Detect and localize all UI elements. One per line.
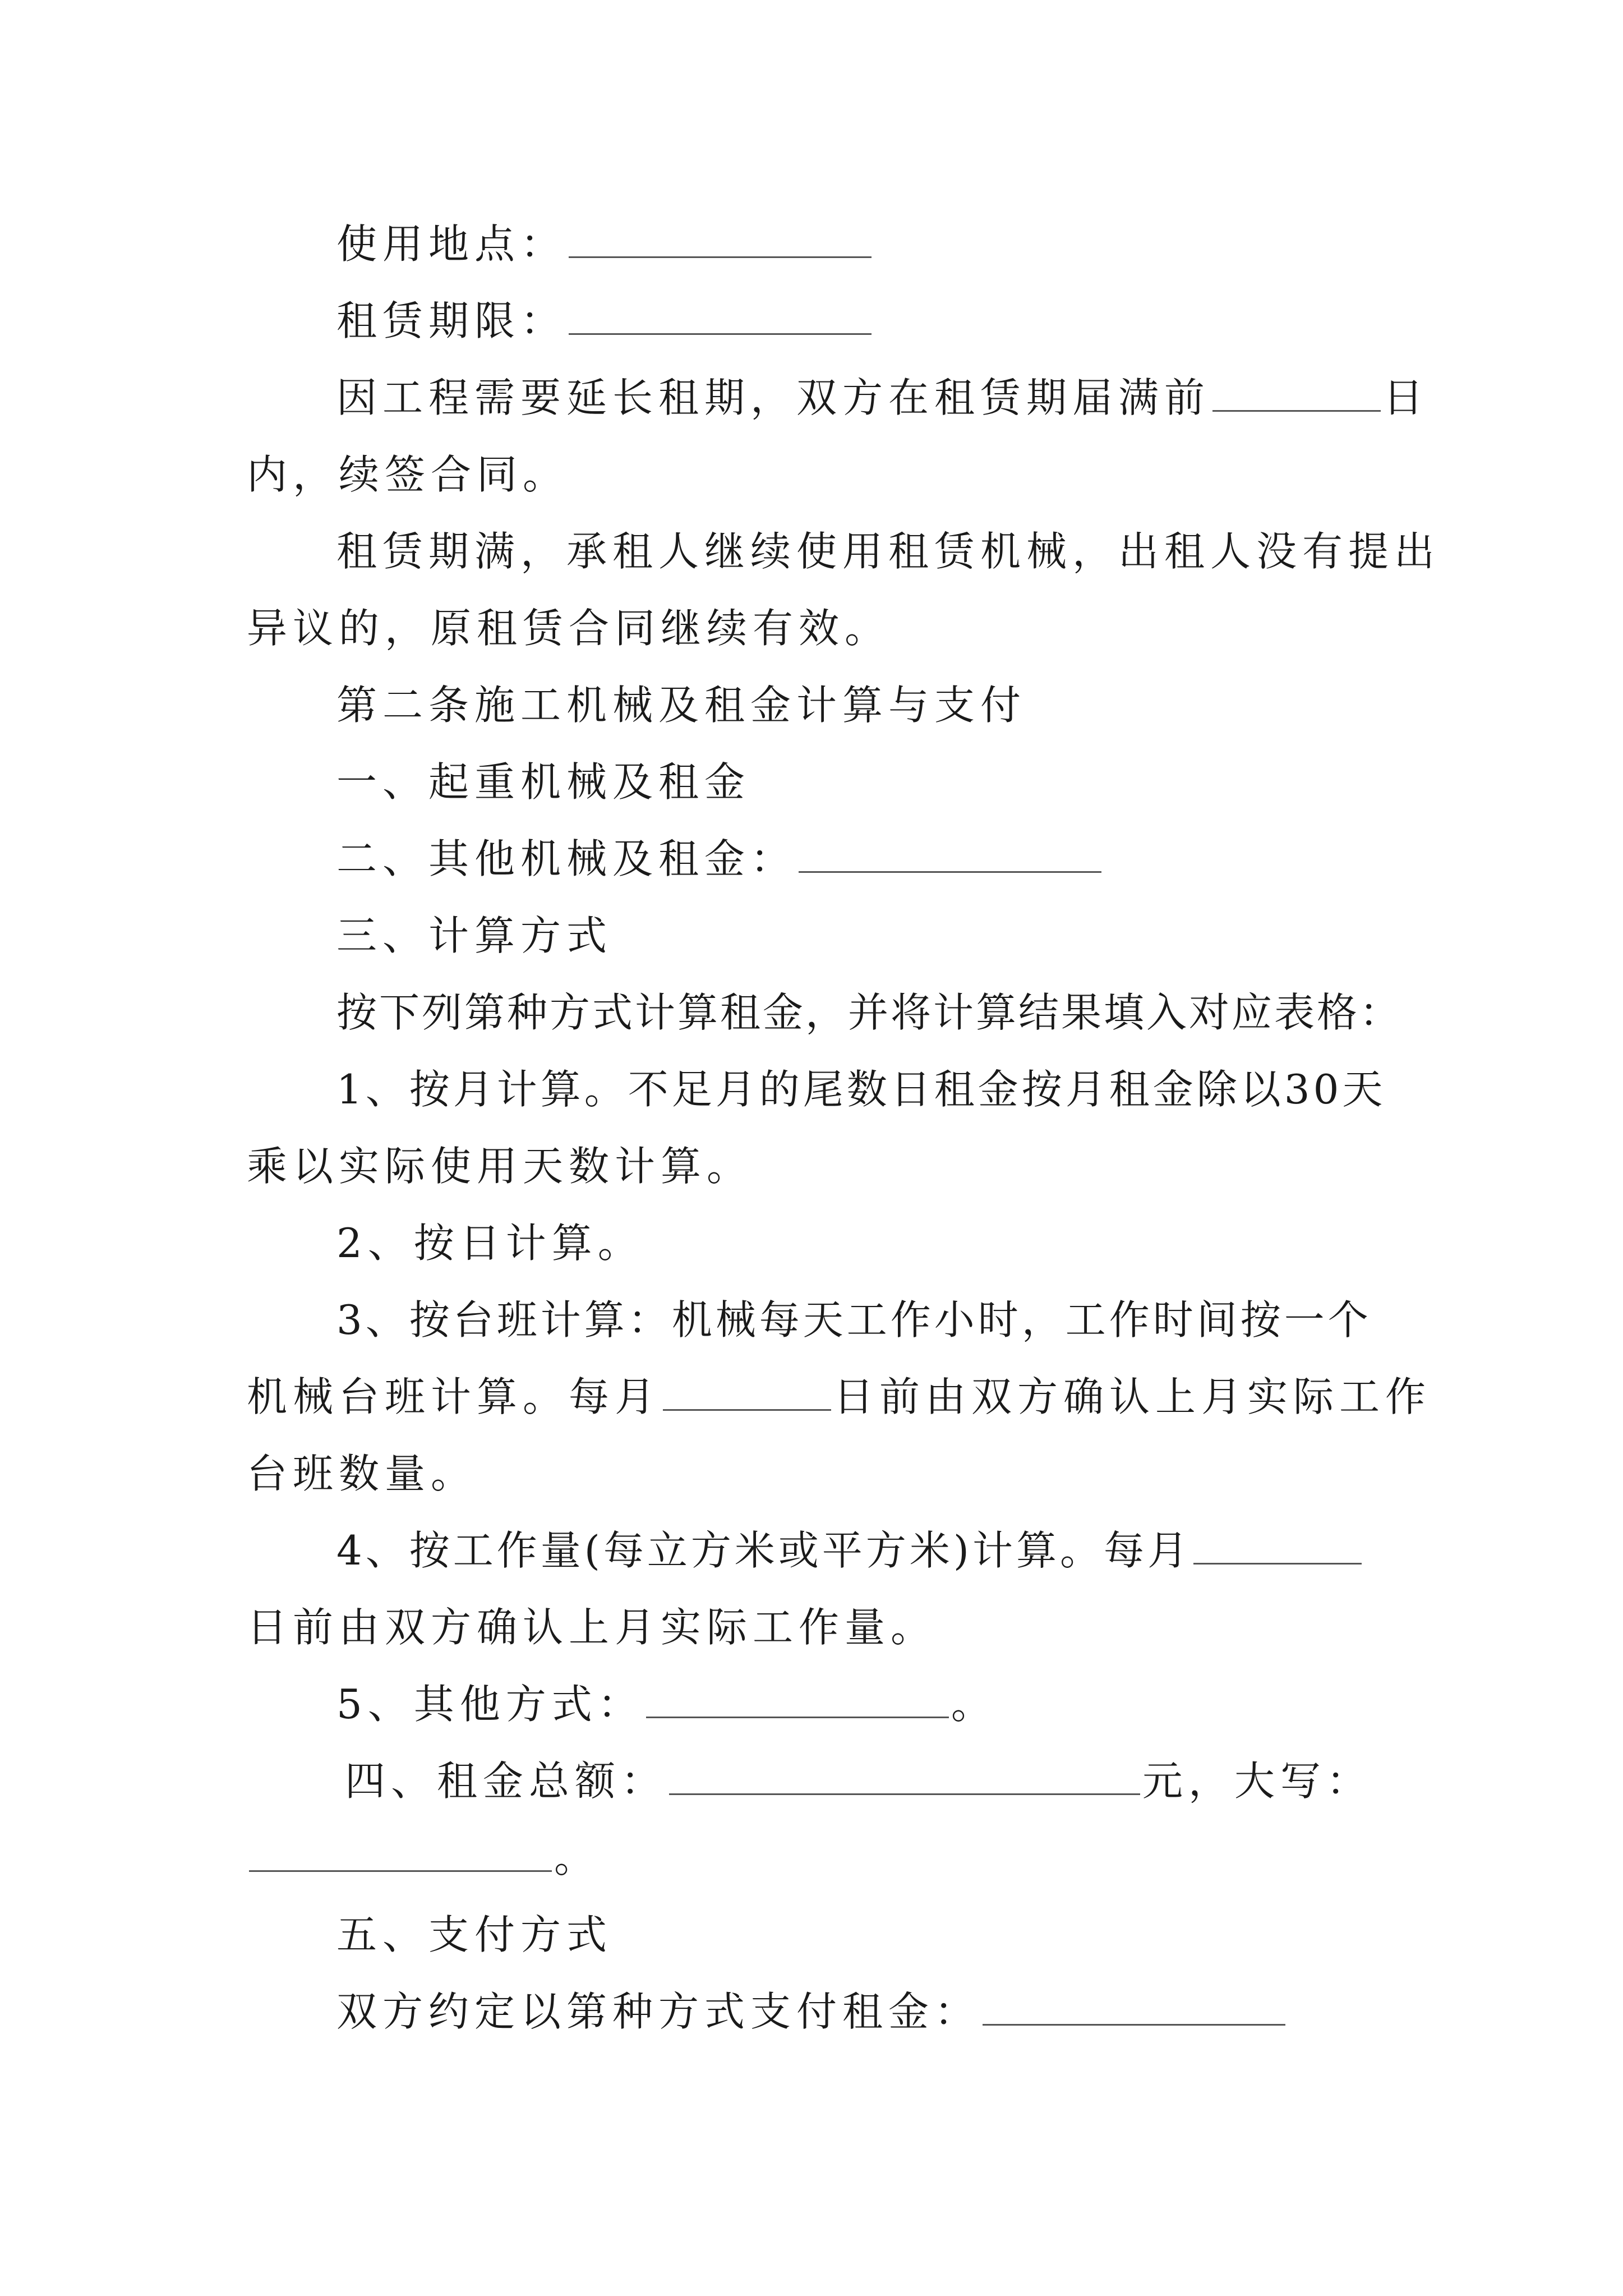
calc-method-heading: 三、计算方式 [336, 912, 613, 959]
shift-text-2b: 日前由双方确认上月实际工作 [833, 1373, 1432, 1420]
payment-agreement-label: 双方约定以第种方式支付租金： [336, 1988, 981, 2035]
calc-intro-text: 按下列第种方式计算租金，并将计算结果填入对应表格： [336, 989, 1403, 1036]
line-expiry-2 [247, 600, 891, 656]
extension-day-unit: 日 [1383, 374, 1430, 421]
workload-text-1: 4、按工作量(每立方米或平方米)计算。每月 [336, 1527, 1191, 1574]
line-shift-2 [247, 1369, 1431, 1425]
usage-location-blank[interactable] [569, 223, 872, 258]
other-method-label: 5、其他方式： [336, 1681, 644, 1728]
shift-text-2a: 机械台班计算。每月 [247, 1373, 661, 1420]
line-payment-agreement [336, 1984, 1288, 2040]
workload-text-2: 日前由双方确认上月实际工作量。 [247, 1604, 937, 1651]
lease-term-label: 租赁期限： [336, 297, 567, 344]
article-two-heading [336, 677, 1026, 733]
line-payment-method [336, 1907, 612, 1963]
line-extension [336, 370, 1429, 426]
extension-text: 因工程需要延长租期，双方在租赁期届满前 [336, 374, 1211, 421]
shift-text-3: 台班数量。 [247, 1450, 477, 1497]
other-machinery-blank[interactable] [799, 838, 1101, 873]
line-total-rent-words [247, 1830, 600, 1886]
line-total-rent [345, 1753, 1372, 1809]
total-rent-words-end: 。 [554, 1834, 601, 1881]
line-daily [336, 1215, 644, 1271]
lease-term-blank[interactable] [569, 300, 872, 335]
line-monthly-2 [247, 1138, 753, 1194]
extension-days-blank[interactable] [1212, 376, 1381, 412]
payment-agreement-blank[interactable] [983, 1990, 1285, 2026]
workload-day-blank[interactable] [1193, 1529, 1362, 1565]
line-workload-2 [247, 1599, 937, 1655]
line-workload-1 [336, 1522, 1364, 1579]
total-rent-label: 四、租金总额： [345, 1757, 667, 1805]
payment-method-heading: 五、支付方式 [336, 1911, 613, 1958]
renewal-text: 内，续签合同。 [247, 451, 569, 498]
expiry-text-2: 异议的，原租赁合同继续有效。 [247, 605, 891, 652]
line-other-method [336, 1676, 997, 1732]
line-calc-method [336, 908, 612, 964]
line-lease-term [336, 293, 874, 349]
monthly-text-1: 1、按月计算。不足月的尾数日租金按月租金除以30天 [336, 1066, 1386, 1113]
total-rent-words-blank[interactable] [249, 1837, 552, 1872]
line-shift-3 [247, 1446, 477, 1502]
line-renewal [247, 447, 569, 503]
total-rent-words-label: 元，大写： [1142, 1757, 1373, 1805]
article-two-title: 第二条施工机械及租金计算与支付 [336, 682, 1027, 729]
lifting-machinery-text: 一、起重机械及租金 [336, 758, 751, 806]
monthly-text-2: 乘以实际使用天数计算。 [247, 1143, 753, 1190]
line-monthly-1 [336, 1061, 1386, 1117]
expiry-text-1: 租赁期满，承租人继续使用租赁机械，出租人没有提出 [336, 528, 1441, 575]
line-usage-location [336, 216, 874, 272]
shift-day-blank[interactable] [663, 1375, 831, 1411]
other-method-blank[interactable] [646, 1683, 949, 1718]
line-expiry-1 [336, 523, 1440, 579]
line-shift-1 [336, 1292, 1372, 1348]
shift-text-1: 3、按台班计算：机械每天工作小时，工作时间按一个 [336, 1296, 1372, 1343]
daily-text: 2、按日计算。 [336, 1220, 644, 1267]
total-rent-blank[interactable] [669, 1760, 1140, 1795]
other-machinery-label: 二、其他机械及租金： [336, 835, 797, 882]
usage-location-label: 使用地点： [336, 220, 567, 268]
other-method-end: 。 [951, 1681, 997, 1728]
line-calc-intro [336, 984, 1402, 1041]
line-lifting-machinery [336, 754, 750, 810]
line-other-machinery [336, 831, 1104, 887]
